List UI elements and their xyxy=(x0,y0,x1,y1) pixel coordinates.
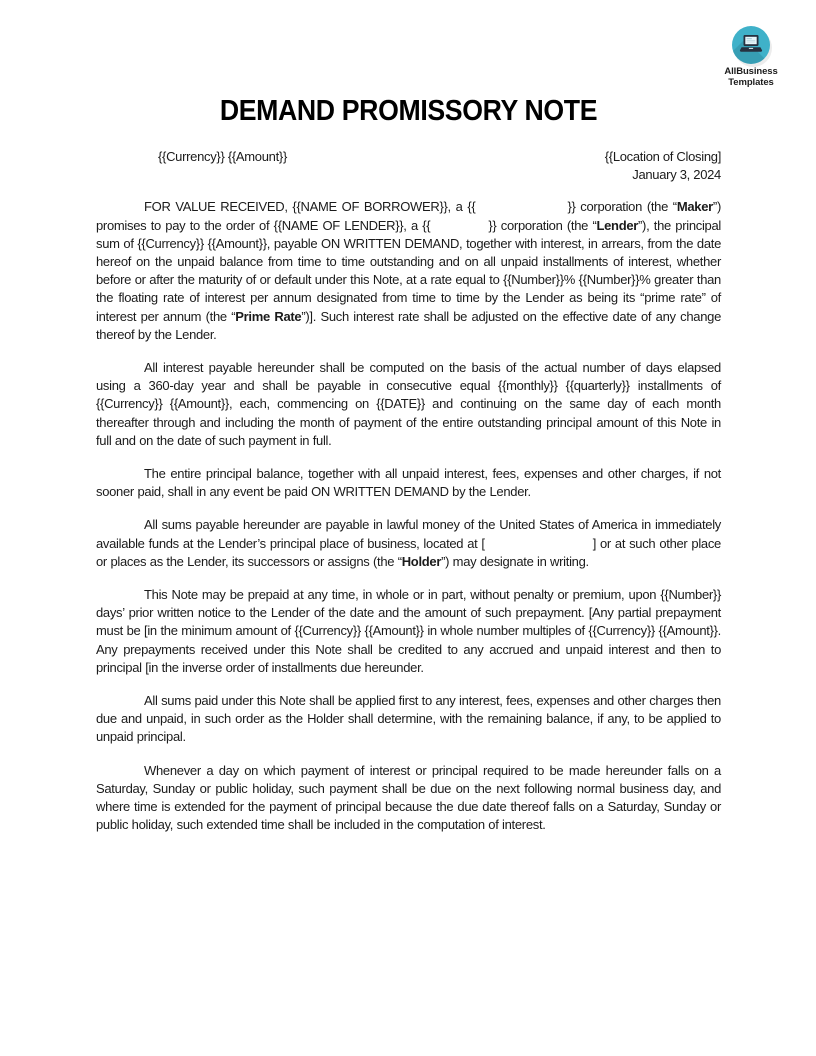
paragraph-text: This Note may be prepaid at any time, in whole or in part, without penalty or premium, upon {{Number}} days’ prior written notice to the Lender of the date and the amount of such prepayment. [Any partial prepayment must be [in the minimum amount of {{Currency}} {{Amount}} in whole number multiples of {{Currency}} {{Amount}}. Any prepayments received under this Note shall be credited to any accrued and unpaid interest and then to principal [in the inverse order of installments due hereunder. xyxy=(96,587,721,675)
laptop-icon xyxy=(739,34,763,54)
fill-in-blank-space xyxy=(430,229,488,230)
paragraph-text: All sums paid under this Note shall be applied first to any interest, fees, expenses and other charges then due and unpaid, in such order as the Holder shall determine, with the remaining balance, if any, to be applied to unpaid principal. xyxy=(96,693,721,745)
logo-circle xyxy=(732,26,770,64)
paragraph xyxy=(96,692,721,747)
closing-location-placeholder: {{Location of Closing] xyxy=(604,149,721,164)
paragraph-text: }} corporation (the “ xyxy=(488,217,597,233)
defined-term: Prime Rate xyxy=(235,308,302,324)
document-title: DEMAND PROMISSORY NOTE xyxy=(219,95,598,127)
defined-term: Holder xyxy=(401,553,442,569)
document-body xyxy=(96,198,721,834)
paragraph xyxy=(96,762,721,835)
paragraph xyxy=(96,516,721,571)
allbusiness-templates-logo xyxy=(703,26,799,88)
paragraph-text: ”), the principal sum of {{Currency}} {{Amount}}, payable ON WRITTEN DEMAND, together with interest, in arrears, from the date hereof on the unpaid balance from time to time outstanding and on all unpaid installments of interest, whether before or after the maturity of or default under this Note, at a rate equal to {{Number}}% {{Number}}% greater than the floating rate of interest per annum designated from time to time by the Lender as being its “prime rate” of interest per annum (the “ xyxy=(96,217,722,324)
paragraph-text: Whenever a day on which payment of interest or principal required to be made hereunder falls on a Saturday, Sunday or public holiday, such payment shall be due on the next following normal business day, and where time is extended for the payment of principal because the due date thereof falls on a Saturday, Sunday or public holiday, such extended time shall be included in the computation of interest. xyxy=(96,762,721,833)
paragraph-text: All sums payable hereunder are payable in lawful money of the United States of America in immediately available funds at the Lender’s principal place of business, located at [ xyxy=(96,517,721,551)
meta-row xyxy=(96,148,721,184)
closing-meta xyxy=(605,148,721,184)
paragraph-text: FOR VALUE RECEIVED, {{NAME OF BORROWER}}, a {{ xyxy=(144,199,476,215)
currency-amount-placeholder: {{Currency}} {{Amount}} xyxy=(158,149,287,164)
closing-date: January 3, 2024 xyxy=(632,167,721,183)
fill-in-blank-space xyxy=(475,210,567,211)
paragraph xyxy=(96,198,721,344)
paragraph-text: ”) promises to pay to the order of {{NAME OF LENDER}}, a {{ xyxy=(96,199,721,233)
paragraph-text: The entire principal balance, together with all unpaid interest, fees, expenses and other charges, if not sooner paid, shall in any event be paid ON WRITTEN DEMAND by the Lender. xyxy=(96,466,721,500)
paragraph xyxy=(96,465,721,501)
defined-term: Maker xyxy=(676,199,713,215)
paragraph-text: ] or at such other place or places as the Lender, its successors or assigns (the “ xyxy=(96,535,721,569)
logo-name-line2: Templates xyxy=(728,76,774,88)
paragraph-text: }} corporation (the “ xyxy=(567,199,677,215)
paragraph-text: ”)]. Such interest rate shall be adjusted on the effective date of any change thereof by the Lender. xyxy=(96,308,722,342)
paragraph xyxy=(96,586,721,677)
fill-in-blank-space xyxy=(485,547,593,548)
defined-term: Lender xyxy=(596,217,639,233)
paragraph xyxy=(96,359,721,450)
logo-name-line1: AllBusiness xyxy=(724,66,778,77)
paragraph-text: ”) may designate in writing. xyxy=(441,553,589,569)
paragraph-text: All interest payable hereunder shall be computed on the basis of the actual number of days elapsed using a 360-day year and shall be payable in consecutive equal {{monthly}} {{quarterly}} installments of {{Currency}} {{Amount}}, each, commencing on {{DATE}} and continuing on the same day of each month thereafter through and including the month of payment of the entire outstanding principal amount of this Note in full and on the date of such payment in full. xyxy=(96,360,721,448)
